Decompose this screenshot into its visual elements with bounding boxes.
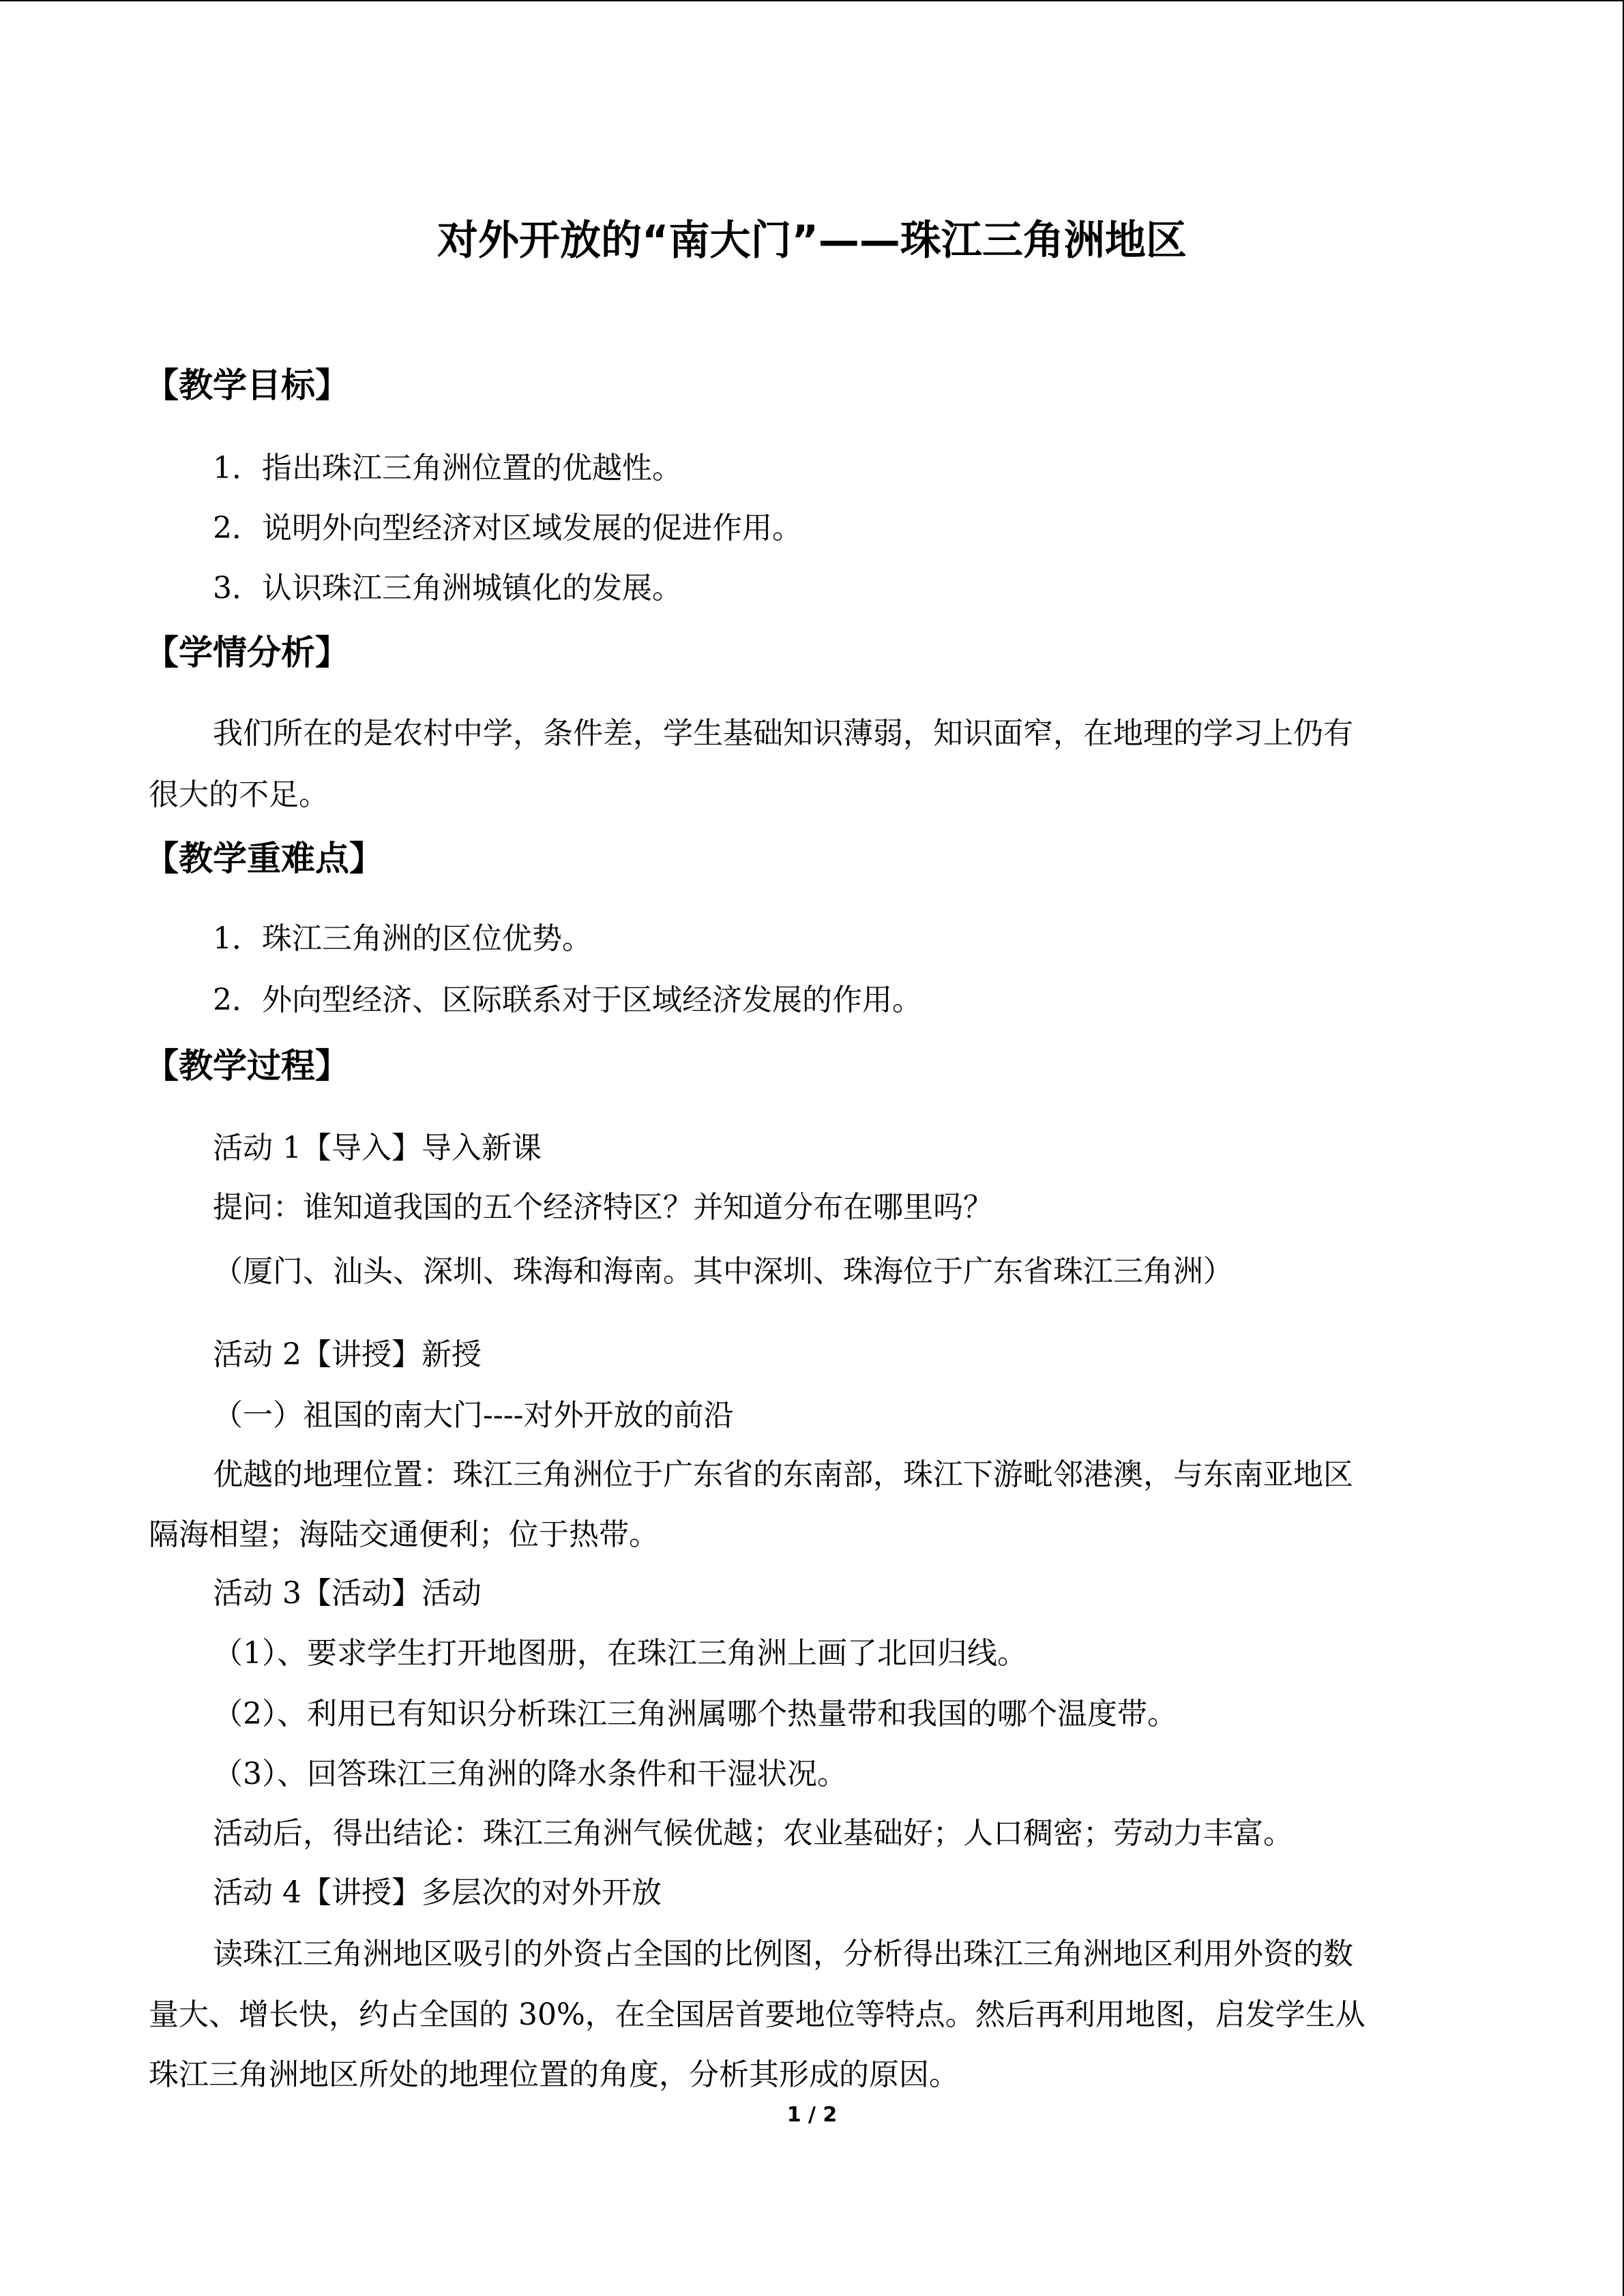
process-line: 活动 4【讲授】多层次的对外开放: [213, 1875, 662, 1910]
process-line: 活动 2【讲授】新授: [213, 1337, 482, 1372]
process-line: 活动 3【活动】活动: [213, 1576, 482, 1611]
document-title: 对外开放的“南大门”——珠江三角洲地区: [437, 217, 1187, 265]
process-line: 量大、增长快，约占全国的 30%，在全国居首要地位等特点。然后再利用地图，启发学生从: [149, 1997, 1365, 2032]
process-line: 活动后，得出结论：珠江三角洲气候优越；农业基础好；人口稠密；劳动力丰富。: [213, 1816, 1293, 1851]
keypoint-item: 1．珠江三角洲的区位优势。: [213, 921, 592, 956]
heading-process: 【教学过程】: [145, 1046, 349, 1086]
analysis-line: 我们所在的是农村中学，条件差，学生基础知识薄弱，知识面窄，在地理的学习上仍有: [213, 716, 1353, 751]
objective-item: 2．说明外向型经济对区域发展的促进作用。: [213, 511, 802, 546]
process-line: （1）、要求学生打开地图册，在珠江三角洲上画了北回归线。: [213, 1636, 1027, 1671]
process-line: 珠江三角洲地区所处的地理位置的角度，分析其形成的原因。: [149, 2057, 959, 2092]
process-line: 读珠江三角洲地区吸引的外资占全国的比例图，分析得出珠江三角洲地区利用外资的数: [213, 1937, 1353, 1971]
objective-item: 1．指出珠江三角洲位置的优越性。: [213, 451, 682, 486]
heading-objectives: 【教学目标】: [145, 366, 349, 405]
process-line: 活动 1【导入】导入新课: [213, 1131, 542, 1165]
process-line: 优越的地理位置：珠江三角洲位于广东省的东南部，珠江下游毗邻港澳，与东南亚地区: [213, 1457, 1353, 1492]
process-line: （一）祖国的南大门----对外开放的前沿: [213, 1398, 734, 1433]
process-line: （厦门、汕头、深圳、珠海和海南。其中深圳、珠海位于广东省珠江三角洲）: [213, 1254, 1233, 1289]
keypoint-item: 2．外向型经济、区际联系对于区域经济发展的作用。: [213, 983, 922, 1017]
process-line: （3）、回答珠江三角洲的降水条件和干湿状况。: [213, 1757, 847, 1791]
process-line: 隔海相望；海陆交通便利；位于热带。: [149, 1517, 659, 1552]
analysis-line: 很大的不足。: [149, 777, 329, 812]
heading-keypoints: 【教学重难点】: [145, 839, 383, 878]
page-number: 1 / 2: [786, 2103, 838, 2127]
process-line: （2）、利用已有知识分析珠江三角洲属哪个热量带和我国的哪个温度带。: [213, 1697, 1177, 1731]
heading-analysis: 【学情分析】: [145, 633, 349, 672]
objective-item: 3．认识珠江三角洲城镇化的发展。: [213, 571, 682, 606]
process-line: 提问：谁知道我国的五个经济特区？并知道分布在哪里吗？: [213, 1190, 993, 1225]
